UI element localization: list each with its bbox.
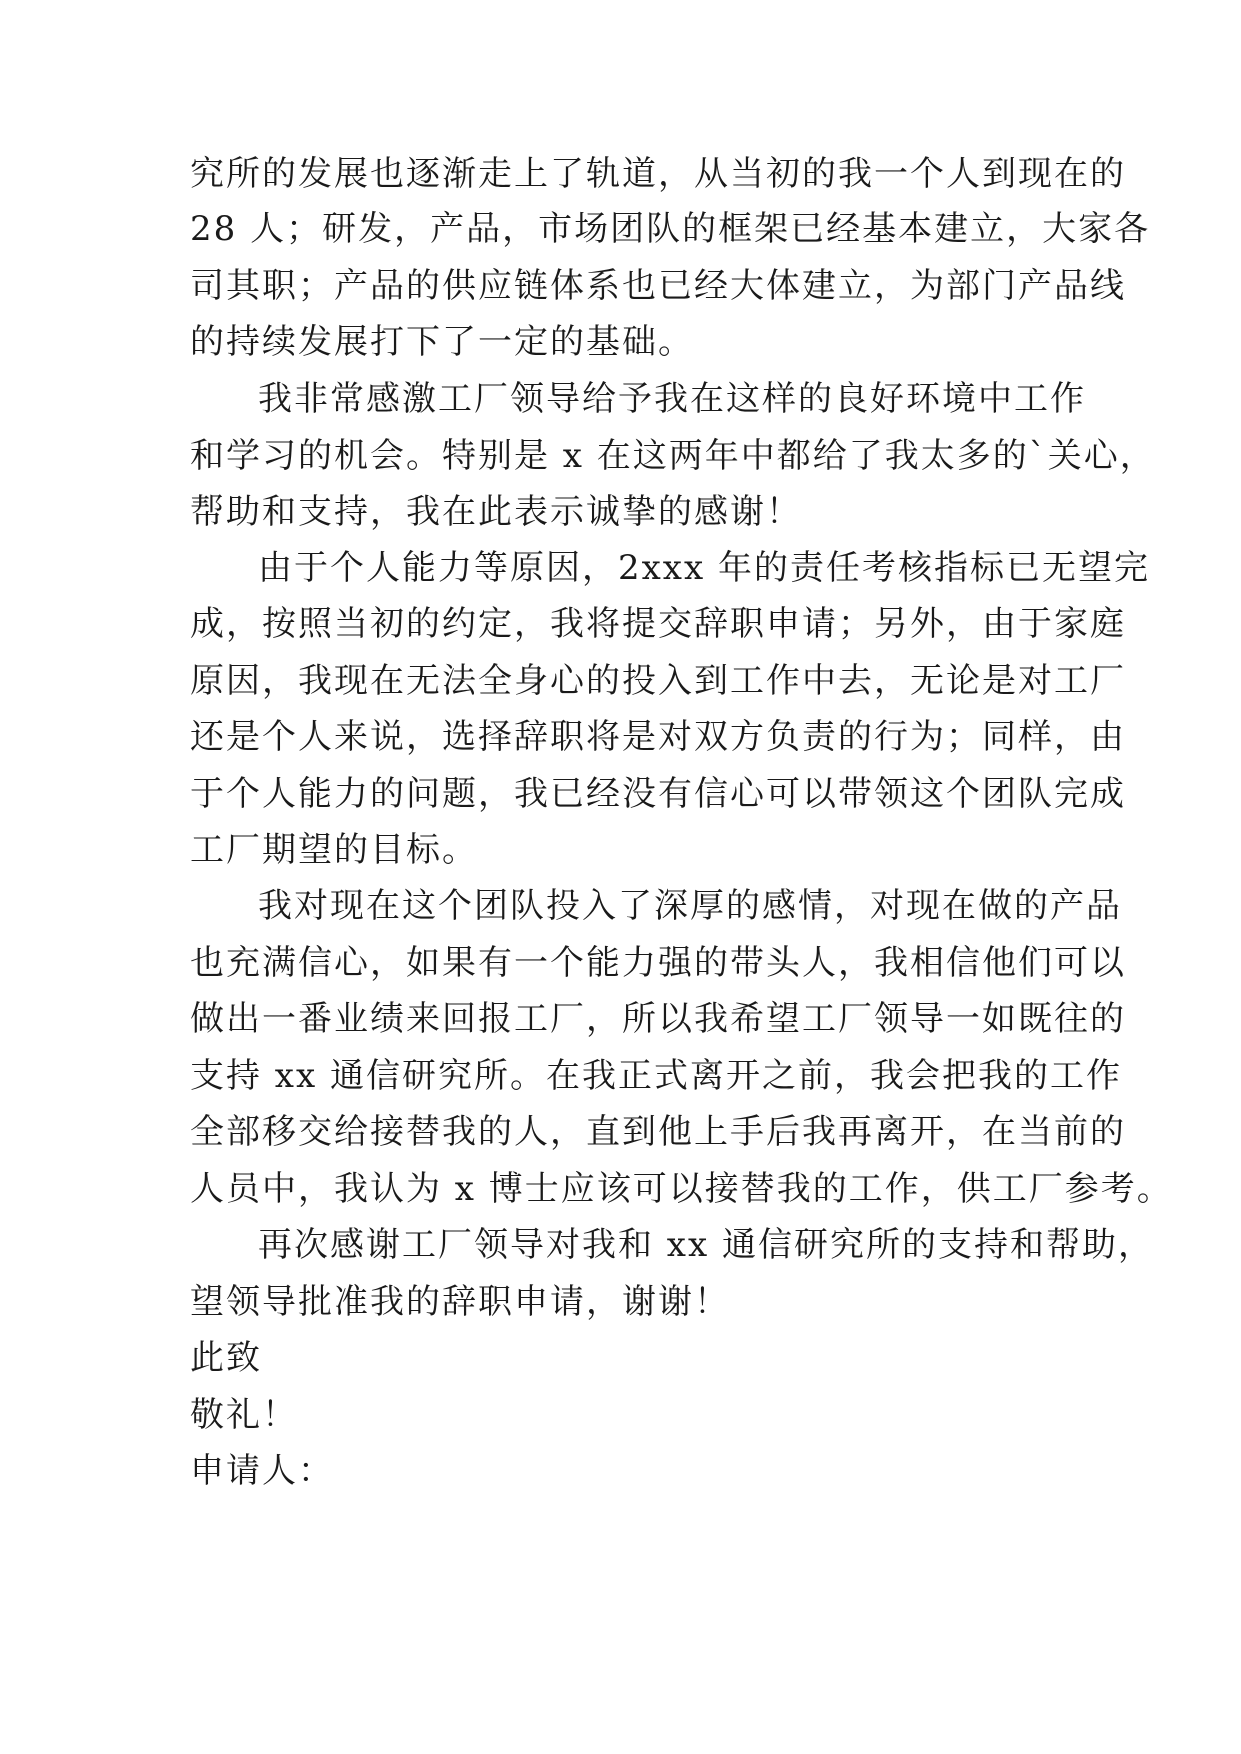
text-line: 我非常感激工厂领导给予我在这样的良好环境中工作 [258, 379, 1086, 419]
text-line: 究所的发展也逐渐走上了轨道，从当初的我一个人到现在的 [190, 154, 1126, 194]
closing-line: 此致 [190, 1338, 262, 1378]
text-line: 原因，我现在无法全身心的投入到工作中去，无论是对工厂 [190, 661, 1126, 701]
text-line: 望领导批准我的辞职申请，谢谢！ [190, 1282, 730, 1322]
text-line: 的持续发展打下了一定的基础。 [190, 322, 694, 362]
text-line: 帮助和支持，我在此表示诚挚的感谢！ [190, 492, 802, 532]
text-line: 也充满信心，如果有一个能力强的带头人，我相信他们可以 [190, 943, 1126, 983]
text-line: 支持 xx 通信研究所。在我正式离开之前，我会把我的工作 [190, 1056, 1122, 1096]
text-line: 工厂期望的目标。 [190, 830, 478, 870]
text-line: 司其职；产品的供应链体系也已经大体建立，为部门产品线 [190, 266, 1126, 306]
text-line: 做出一番业绩来回报工厂，所以我希望工厂领导一如既往的 [190, 999, 1126, 1039]
text-line: 由于个人能力等原因，2xxx 年的责任考核指标已无望完 [258, 548, 1150, 588]
salutation-line: 敬礼！ [190, 1395, 298, 1435]
text-line: 和学习的机会。特别是 x 在这两年中都给了我太多的`关心， [190, 436, 1156, 476]
signature-label: 申请人： [190, 1451, 334, 1491]
text-line: 全部移交给接替我的人，直到他上手后我再离开，在当前的 [190, 1112, 1126, 1152]
text-line: 28 人；研发，产品，市场团队的框架已经基本建立，大家各 [190, 209, 1151, 249]
text-line: 成，按照当初的约定，我将提交辞职申请；另外，由于家庭 [190, 604, 1126, 644]
text-line: 于个人能力的问题，我已经没有信心可以带领这个团队完成 [190, 774, 1126, 814]
text-line: 还是个人来说，选择辞职将是对双方负责的行为；同样，由 [190, 717, 1126, 757]
text-line: 人员中，我认为 x 博士应该可以接替我的工作，供工厂参考。 [190, 1169, 1173, 1209]
text-line: 我对现在这个团队投入了深厚的感情，对现在做的产品 [258, 886, 1122, 926]
text-line: 再次感谢工厂领导对我和 xx 通信研究所的支持和帮助， [258, 1225, 1154, 1265]
